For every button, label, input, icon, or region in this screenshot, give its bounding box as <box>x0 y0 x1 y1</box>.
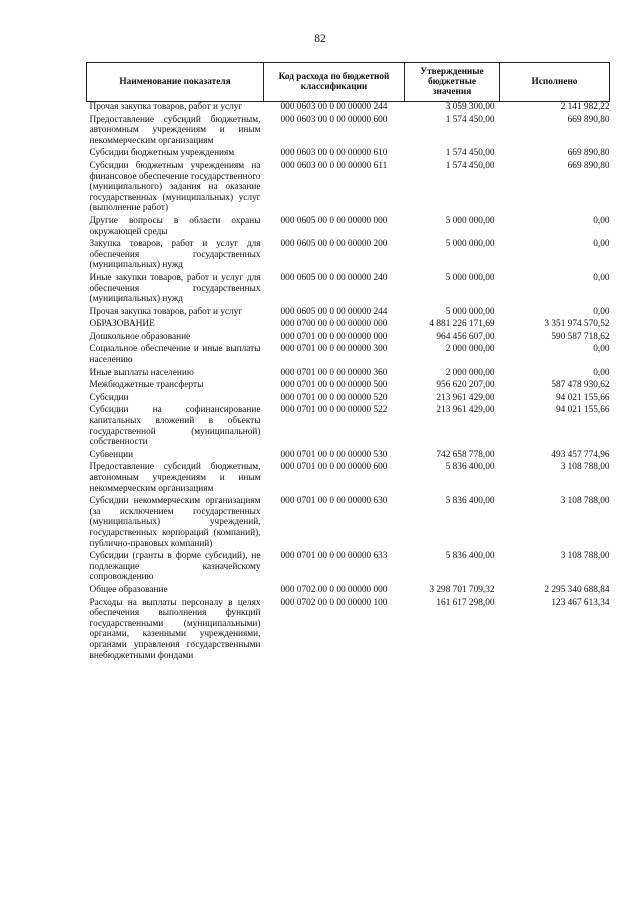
row-name: Закупка товаров, работ и услуг для обеспечения государственных (муниципальных) нужд <box>89 239 261 271</box>
table-header-row <box>87 63 610 102</box>
page-number: 82 <box>314 33 326 45</box>
table-row <box>87 366 610 379</box>
row-name: Межбюджетные трансферты <box>89 380 204 391</box>
row-name: Субсидии бюджетным учреждениям <box>89 148 235 159</box>
row-executed: 0,00 <box>593 306 610 317</box>
row-code: 000 0605 00 0 00 00000 240 <box>280 272 388 283</box>
row-name: Иные закупки товаров, работ и услуг для обеспечения государственных (муниципальных) нужд <box>89 272 261 305</box>
row-executed: 0,00 <box>593 239 610 250</box>
row-name: Субсидии <box>89 392 129 403</box>
row-executed: 669 890,80 <box>567 148 610 159</box>
row-executed: 3 108 788,00 <box>560 551 610 562</box>
row-code: 000 0702 00 0 00 00000 000 <box>280 584 388 595</box>
row-executed: 2 295 340 688,84 <box>544 584 610 595</box>
table-row <box>87 159 610 214</box>
row-executed: 0,00 <box>593 344 610 355</box>
table-row <box>87 271 610 305</box>
header-approved: Утвержденные бюджетные значения <box>405 63 500 102</box>
row-approved: 5 836 400,00 <box>445 551 495 562</box>
row-name: Субсидии некоммерческим организациям (за исключением государственных (муниципальных) учреждений, государственных корпораций (компаний), публично-правовых компаний) <box>89 496 261 549</box>
row-code: 000 0701 00 0 00 00000 630 <box>280 496 388 507</box>
row-code: 000 0605 00 0 00 00000 000 <box>280 215 388 226</box>
row-approved: 2 000 000,00 <box>445 344 495 355</box>
header-executed: Исполнено <box>500 63 610 102</box>
table-row <box>87 549 610 583</box>
row-code: 000 0701 00 0 00 00000 520 <box>280 392 388 403</box>
row-executed: 0,00 <box>593 272 610 283</box>
row-approved: 5 836 400,00 <box>445 496 495 507</box>
row-code: 000 0603 00 0 00 00000 610 <box>280 148 388 159</box>
row-name: Предоставление субсидий бюджетным, автономным учреждениям и иным некоммерческим организациям <box>89 462 261 494</box>
row-code: 000 0701 00 0 00 00000 300 <box>280 344 388 355</box>
row-executed: 669 890,80 <box>567 160 610 171</box>
row-approved: 3 059 300,00 <box>445 102 495 112</box>
table-row <box>87 102 610 113</box>
row-approved: 2 000 000,00 <box>445 367 495 378</box>
row-approved: 161 617 298,00 <box>436 597 495 608</box>
row-executed: 3 351 974 570,52 <box>544 319 610 330</box>
table-row <box>87 330 610 343</box>
row-executed: 587 478 930,62 <box>551 380 610 391</box>
row-code: 000 0701 00 0 00 00000 633 <box>280 551 388 562</box>
table-row <box>87 305 610 318</box>
table-row <box>87 237 610 271</box>
row-approved: 5 000 000,00 <box>445 239 495 250</box>
row-name: Дошкольное образование <box>89 331 191 342</box>
table-row <box>87 583 610 596</box>
row-code: 000 0603 00 0 00 00000 600 <box>280 114 388 125</box>
table-row <box>87 146 610 159</box>
row-approved: 213 961 429,00 <box>436 392 495 403</box>
row-name: ОБРАЗОВАНИЕ <box>89 319 155 330</box>
row-executed: 3 108 788,00 <box>560 462 610 473</box>
table-row <box>87 403 610 447</box>
table-row <box>87 596 610 662</box>
row-approved: 5 000 000,00 <box>445 215 495 226</box>
header-code: Код расхода по бюджетной классификации <box>264 63 405 102</box>
row-executed: 0,00 <box>593 215 610 226</box>
header-name: Наименование показателя <box>87 63 264 102</box>
row-executed: 123 467 613,34 <box>551 597 610 608</box>
row-approved: 213 961 429,00 <box>436 405 495 416</box>
row-name: Субсидии (гранты в форме субсидий), не подлежащие казначейскому сопровождению <box>89 551 261 583</box>
table-row <box>87 342 610 365</box>
row-name: Предоставление субсидий бюджетным, автономным учреждениям и иным некоммерческим организациям <box>89 114 261 146</box>
row-code: 000 0700 00 0 00 00000 000 <box>280 319 388 330</box>
table-row <box>87 494 610 549</box>
table-row <box>87 460 610 494</box>
row-executed: 3 108 788,00 <box>560 496 610 507</box>
row-code: 000 0603 00 0 00 00000 244 <box>280 102 388 112</box>
row-name: Расходы на выплаты персоналу в целях обеспечения выполнения функций государственными (муниципальными) органами, казенными учреждениями, органами управления государственными внебюджетными фондами <box>89 597 261 661</box>
row-name: Субсидии бюджетным учреждениям на финансовое обеспечение государственного (муниципального) задания на оказание государственных (муниципальных) услуг (выполнение работ) <box>89 160 261 214</box>
row-code: 000 0605 00 0 00 00000 244 <box>280 306 388 317</box>
row-code: 000 0701 00 0 00 00000 500 <box>280 380 388 391</box>
row-executed: 2 141 982,22 <box>560 102 610 112</box>
row-approved: 3 298 701 709,32 <box>429 584 495 595</box>
row-executed: 669 890,80 <box>567 114 610 125</box>
row-code: 000 0701 00 0 00 00000 600 <box>280 462 388 473</box>
row-approved: 1 574 450,00 <box>445 114 495 125</box>
row-approved: 1 574 450,00 <box>445 160 495 171</box>
row-approved: 4 881 226 171,69 <box>429 319 495 330</box>
row-approved: 1 574 450,00 <box>445 148 495 159</box>
row-name: Общее образование <box>89 584 168 595</box>
row-executed: 493 457 774,96 <box>551 449 610 460</box>
row-approved: 956 620 207,00 <box>436 380 495 391</box>
row-approved: 5 836 400,00 <box>445 462 495 473</box>
budget-execution-table <box>86 62 610 661</box>
row-code: 000 0701 00 0 00 00000 522 <box>280 405 388 416</box>
row-name: Другие вопросы в области охраны окружающей среды <box>89 215 261 237</box>
row-name: Социальное обеспечение и иные выплаты населению <box>89 344 261 366</box>
row-approved: 5 000 000,00 <box>445 306 495 317</box>
table-row <box>87 214 610 237</box>
row-executed: 94 021 155,66 <box>556 405 610 416</box>
row-code: 000 0701 00 0 00 00000 000 <box>280 331 388 342</box>
row-executed: 0,00 <box>593 367 610 378</box>
row-code: 000 0605 00 0 00 00000 200 <box>280 239 388 250</box>
table-row <box>87 113 610 147</box>
table-row <box>87 448 610 461</box>
row-code: 000 0603 00 0 00 00000 611 <box>280 160 388 171</box>
table-row <box>87 378 610 391</box>
table-body <box>87 102 610 662</box>
table-row <box>87 391 610 404</box>
row-executed: 94 021 155,66 <box>556 392 610 403</box>
row-approved: 742 658 778,00 <box>436 449 495 460</box>
row-code: 000 0701 00 0 00 00000 360 <box>280 367 388 378</box>
row-name: Прочая закупка товаров, работ и услуг <box>89 102 243 112</box>
row-name: Иные выплаты населению <box>89 367 194 378</box>
row-name: Субвенции <box>89 449 134 460</box>
row-code: 000 0701 00 0 00 00000 530 <box>280 449 388 460</box>
row-name: Субсидии на софинансирование капитальных вложений в объекты государственной (муниципальной) собственности <box>89 405 261 448</box>
row-executed: 590 587 718,62 <box>551 331 610 342</box>
row-code: 000 0702 00 0 00 00000 100 <box>280 597 388 608</box>
row-approved: 5 000 000,00 <box>445 272 495 283</box>
row-name: Прочая закупка товаров, работ и услуг <box>89 306 243 317</box>
table-row <box>87 317 610 330</box>
row-approved: 964 456 607,00 <box>436 331 495 342</box>
